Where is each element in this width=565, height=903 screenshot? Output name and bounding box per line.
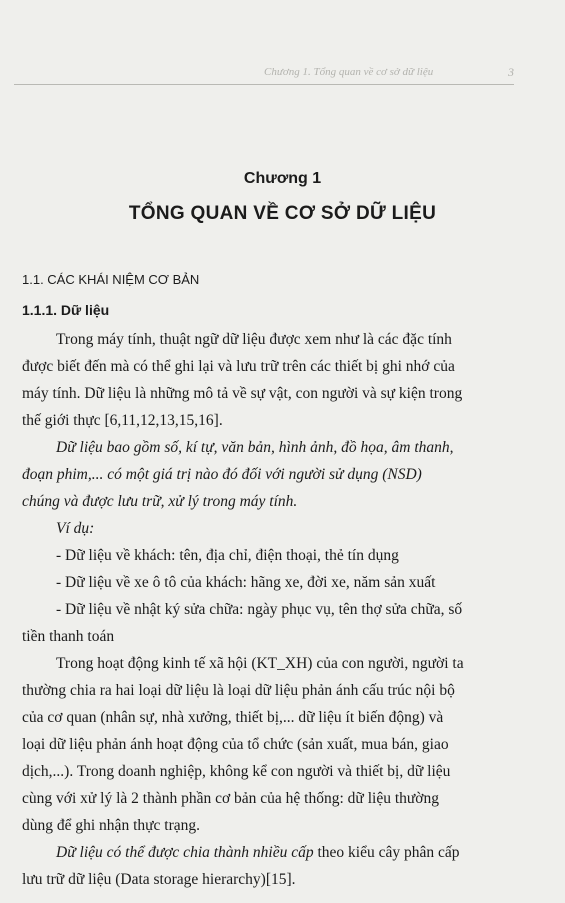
chapter-number: Chương 1	[243, 170, 322, 187]
example-label: Ví dụ:	[56, 520, 95, 537]
paragraph-line: cùng với xử lý là 2 thành phần cơ bản của hệ thống: dữ liệu thường	[22, 790, 439, 807]
paragraph-line: loại dữ liệu phản ánh hoạt động của tổ chức (sản xuất, mua bán, giao	[22, 736, 449, 753]
paragraph-line: Trong hoạt động kinh tế xã hội (KT_XH) của con người, người ta	[56, 655, 464, 672]
paragraph-line: máy tính. Dữ liệu là những mô tả về sự vật, con người và sự kiện trong	[22, 385, 463, 402]
chapter-title: TỔNG QUAN VỀ CƠ SỞ DỮ LIỆU	[128, 203, 437, 224]
example-item: tiền thanh toán	[22, 628, 115, 645]
paragraph-line: lưu trữ dữ liệu (Data storage hierarchy)[15].	[22, 871, 296, 888]
paragraph-line: được biết đến mà có thể ghi lại và lưu trữ trên các thiết bị ghi nhớ của	[22, 358, 455, 375]
paragraph-line: thường chia ra hai loại dữ liệu là loại dữ liệu phản ánh cấu trúc nội bộ	[22, 682, 455, 699]
paragraph-line: thế giới thực [6,11,12,13,15,16].	[22, 412, 223, 429]
paragraph-line: dịch,...). Trong doanh nghiệp, không kể con người và thiết bị, dữ liệu	[22, 763, 451, 780]
paragraph-line: đoạn phim,... có một giá trị nào đó đối với người sử dụng (NSD)	[22, 466, 422, 483]
running-title: Chương 1. Tổng quan về cơ sở dữ liệu	[264, 66, 434, 78]
running-header	[14, 62, 514, 85]
paragraph-line: Trong máy tính, thuật ngữ dữ liệu được xem như là các đặc tính	[56, 331, 452, 348]
example-item: - Dữ liệu về khách: tên, địa chỉ, điện thoại, thẻ tín dụng	[56, 547, 399, 564]
section-heading: 1.1. CÁC KHÁI NIỆM CƠ BẢN	[22, 272, 200, 287]
example-item: - Dữ liệu về xe ô tô của khách: hãng xe, đời xe, năm sản xuất	[56, 574, 436, 591]
paragraph-line: chúng và được lưu trữ, xử lý trong máy tính.	[22, 493, 298, 510]
page-number: 3	[508, 65, 514, 79]
paragraph-line: Dữ liệu bao gồm số, kí tự, văn bản, hình ảnh, đồ họa, âm thanh,	[56, 439, 454, 456]
subsection-heading: 1.1.1. Dữ liệu	[22, 302, 110, 318]
paragraph-line: của cơ quan (nhân sự, nhà xưởng, thiết bị,... dữ liệu ít biến động) và	[22, 709, 444, 726]
paragraph-line	[56, 845, 460, 861]
italic-phrase: Dữ liệu có thể được chia thành nhiều cấp	[56, 844, 314, 861]
paragraph-line: dùng để ghi nhận thực trạng.	[22, 817, 201, 834]
example-item: - Dữ liệu về nhật ký sửa chữa: ngày phục vụ, tên thợ sửa chữa, số	[56, 601, 463, 618]
plain-phrase: theo kiểu cây phân cấp	[313, 844, 460, 861]
